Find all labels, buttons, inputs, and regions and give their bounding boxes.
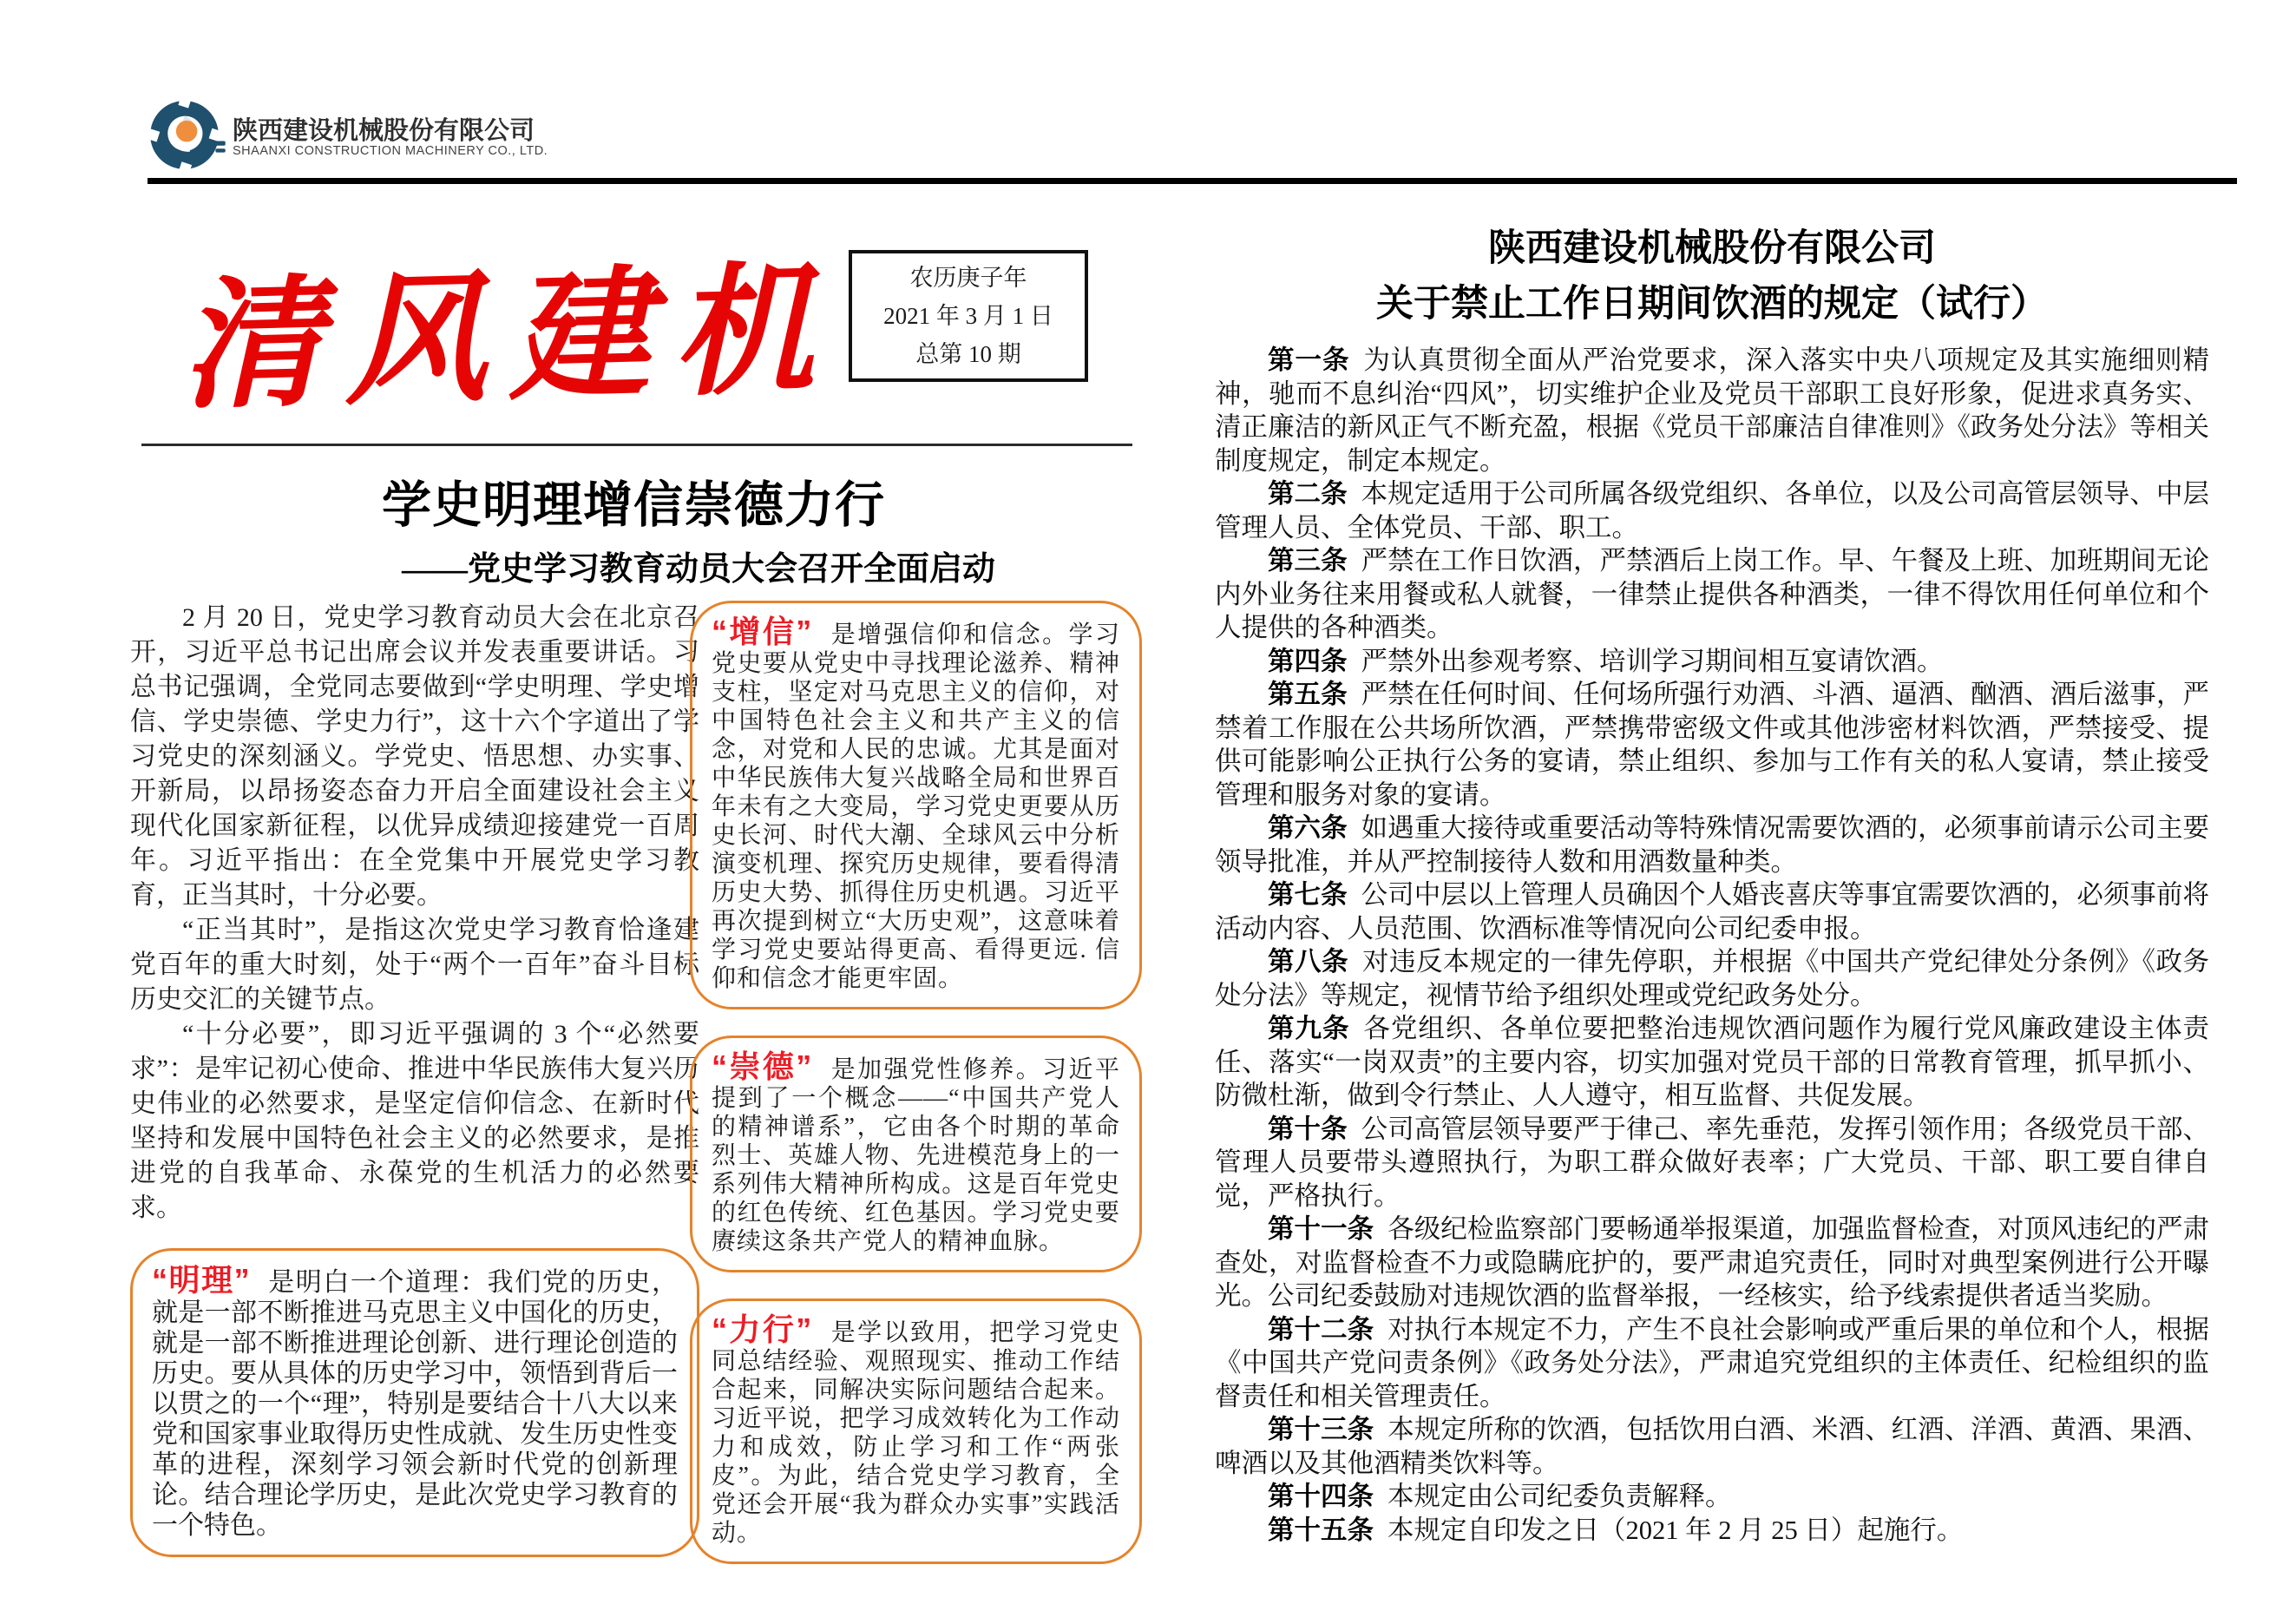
regulation-article-label: 第十五条 xyxy=(1268,1515,1374,1545)
regulation-article-label: 第五条 xyxy=(1268,680,1348,709)
regulation-article xyxy=(1215,1113,2209,1213)
regulation-article xyxy=(1215,1213,2209,1313)
regulation-body xyxy=(1215,344,2209,1547)
regulation-article-label: 第二条 xyxy=(1268,479,1348,509)
regulation-article-text: 为认真贯彻全面从严治党要求，深入落实中央八项规定及其实施细则精神，驰而不息纠治“四风”，切实维护企业及党员干部职工良好形象，促进求真务实、清正廉洁的新风正气不断充盈，根据《党员干部廉洁自律准则》《政务处分法》等相关制度规定，制定本规定。 xyxy=(1215,345,2210,476)
article-column-left xyxy=(130,601,699,1557)
highlight-box-text: 是明白一个道理：我们党的历史，就是一部不断推进马克思主义中国化的历史，就是一部不断推进理论创新、进行理论创造的历史。要从具体的历史学习中，领悟到背后一以贯之的一个“理”，特别是要结合十八大以来党和国家事业取得历史性成就、发生历史性变革的进程，深刻学习领会新时代党的创新理论。结合理论学历史，是此次党史学习教育的一个特色。 xyxy=(152,1268,678,1540)
regulation-article-label: 第十一条 xyxy=(1268,1214,1374,1244)
header-divider xyxy=(148,178,2237,184)
issue-info-box xyxy=(849,250,1088,382)
company-name-cn: 陕西建设机械股份有限公司 xyxy=(233,117,535,145)
regulation-article-label: 第七条 xyxy=(1268,880,1348,910)
regulation-article-text: 对执行本规定不力，产生不良社会影响或严重后果的单位和个人，根据《中国共产党问责条例》《政务处分法》，严肃追究党组织的主体责任、纪检组织的监督责任和相关管理责任。 xyxy=(1215,1314,2210,1411)
regulation-title-company: 陕西建设机械股份有限公司 xyxy=(1488,227,1936,269)
highlight-box-mingli xyxy=(130,1248,699,1557)
issue-number: 总第 10 期 xyxy=(915,341,1021,367)
highlight-box-label: “增信” xyxy=(712,614,813,649)
masthead-title: 清风建机 xyxy=(178,246,839,430)
regulation-article-label: 第八条 xyxy=(1268,947,1348,976)
regulation-article-text: 严禁在工作日饮酒，严禁酒后上岗工作。早、午餐及上班、加班期间无论内外业务往来用餐或私人就餐，一律禁止提供各种酒类，一律不得饮用任何单位和个人提供的各种酒类。 xyxy=(1215,546,2210,642)
highlight-box-zengxin xyxy=(690,601,1142,1009)
highlight-box-lixing xyxy=(690,1299,1142,1564)
regulation-article xyxy=(1215,1313,2209,1414)
masthead-divider xyxy=(141,444,1132,446)
highlight-box-label: “明理” xyxy=(152,1262,250,1298)
regulation-article-text: 对违反本规定的一律先停职，并根据《中国共产党纪律处分条例》《政务处分法》等规定，视情节给予组织处理或党纪政务处分。 xyxy=(1215,947,2210,1010)
highlight-box-text: 是增强信仰和信念。学习党史要从党史中寻找理论滋养、精神支柱，坚定对马克思主义的信仰，对中国特色社会主义和共产主义的信念，对党和人民的忠诚。尤其是面对中华民族伟大复兴战略全局和世界百年未有之大变局，学习党史更要从历史长河、时代大潮、全球风云中分析演变机理、探究历史规律，要看得清历史大势、抓得住历史机遇。习近平再次提到树立“大历史观”，这意味着学习党史要站得更高、看得更远. 信仰和信念才能更牢固。 xyxy=(712,621,1120,992)
regulation-article-text: 公司中层以上管理人员确因个人婚丧喜庆等事宜需要饮酒的，必须事前将活动内容、人员范围、饮酒标准等情况向公司纪委申报。 xyxy=(1215,880,2210,943)
regulation-article xyxy=(1215,878,2209,945)
regulation-article-label: 第十二条 xyxy=(1268,1314,1374,1345)
regulation-article-label: 第十三条 xyxy=(1268,1415,1374,1444)
regulation-article xyxy=(1215,945,2209,1012)
regulation-title-subject: 关于禁止工作日期间饮酒的规定（试行） xyxy=(1376,283,2048,325)
article-subtitle: ——党史学习教育动员大会召开全面启动 xyxy=(401,551,995,588)
regulation-article xyxy=(1215,344,2209,477)
article-title: 学史明理增信崇德力行 xyxy=(382,478,885,533)
regulation-article xyxy=(1215,1514,2209,1548)
regulation-article-text: 如遇重大接待或重要活动等特殊情况需要饮酒的，必须事前请示公司主要领导批准，并从严控制接待人数和用酒数量种类。 xyxy=(1215,813,2210,877)
regulation-article xyxy=(1215,1012,2209,1113)
article-paragraph: “十分必要”，即习近平强调的 3 个“必然要求”：是牢记初心使命、推进中华民族伟大复兴历史伟业的必然要求，是坚定信仰信念、在新时代坚持和发展中国特色社会主义的必然要求，是推进党的自我革命、永葆党的生机活力的必然要求。 xyxy=(130,1020,699,1222)
article-column-right xyxy=(690,601,1142,1564)
highlight-box-label: “力行” xyxy=(712,1312,813,1347)
article-paragraph: 2 月 20 日，党史学习教育动员大会在北京召开，习近平总书记出席会议并发表重要讲话。习总书记强调，全党同志要做到“学史明理、学史增信、学史崇德、学史力行”，这十六个字道出了学习党史的深刻涵义。学党史、悟思想、办实事、开新局，以昂扬姿态奋力开启全面建设社会主义现代化国家新征程，以优异成绩迎接建党一百周年。习近平指出：在全党集中开展党史学习教育，正当其时，十分必要。 xyxy=(130,603,699,910)
regulation-article xyxy=(1215,1480,2209,1514)
regulation-article-text: 公司高管层领导要严于律己、率先垂范，发挥引领作用；各级党员干部、管理人员要带头遵照执行，为职工群众做好表率；广大党员、干部、职工要自律自觉，严格执行。 xyxy=(1215,1114,2210,1211)
regulation-article-text: 本规定适用于公司所属各级党组织、各单位，以及公司高管层领导、中层管理人员、全体党员、干部、职工。 xyxy=(1215,479,2210,542)
company-name-en: SHAANXI CONSTRUCTION MACHINERY CO., LTD. xyxy=(233,144,548,158)
highlight-box-chongde xyxy=(690,1036,1142,1272)
regulation-article-text: 严禁外出参观考察、培训学习期间相互宴请饮酒。 xyxy=(1361,646,1944,676)
highlight-box-label: “崇德” xyxy=(712,1049,813,1084)
regulation-article-text: 各级纪检监察部门要畅通举报渠道，加强监督检查，对顶风违纪的严肃查处，对监督检查不力或隐瞒庇护的，要严肃追究责任，同时对典型案例进行公开曝光。公司纪委鼓励对违规饮酒的监督举报，一经核实，给予线索提供者适当奖励。 xyxy=(1215,1214,2210,1311)
regulation-article-label: 第十条 xyxy=(1268,1114,1348,1144)
regulation-article-text: 本规定由公司纪委负责解释。 xyxy=(1387,1482,1732,1511)
regulation-article-label: 第六条 xyxy=(1268,813,1348,843)
regulation-article xyxy=(1215,678,2209,812)
regulation-article-label: 第九条 xyxy=(1268,1014,1350,1043)
regulation-article xyxy=(1215,1413,2209,1480)
highlight-box-text: 是加强党性修养。习近平提到了一个概念——“中国共产党人的精神谱系”，它由各个时期的革命烈士、英雄人物、先进模范身上的一系列伟大精神所构成。这是百年党史的红色传统、红色基因。学习党史要赓续这条共产党人的精神血脉。 xyxy=(712,1056,1120,1255)
highlight-box-text: 是学以致用，把学习党史同总结经验、观照现实、推动工作结合起来，同解决实际问题结合起来。习近平说，把学习成效转化为工作动力和成效，防止学习和工作“两张皮”。为此，结合党史学习教育，全党还会开展“我为群众办实事”实践活动。 xyxy=(712,1319,1120,1547)
regulation-article-text: 本规定自印发之日（2021 年 2 月 25 日）起施行。 xyxy=(1387,1515,1964,1545)
regulation-article-label: 第三条 xyxy=(1268,546,1348,575)
regulation-article xyxy=(1215,477,2209,544)
regulation-article-text: 严禁在任何时间、任何场所强行劝酒、斗酒、逼酒、酗酒、酒后滋事，严禁着工作服在公共场所饮酒，严禁携带密级文件或其他涉密材料饮酒，严禁接受、提供可能影响公正执行公务的宴请，禁止组织、参加与工作有关的私人宴请，禁止接受管理和服务对象的宴请。 xyxy=(1215,680,2210,810)
regulation-article-text: 各党组织、各单位要把整治违规饮酒问题作为履行党风廉政建设主体责任、落实“一岗双责”的主要内容，切实加强对党员干部的日常教育管理，抓早抓小、防微杜渐，做到令行禁止、人人遵守，相互监督、共促发展。 xyxy=(1215,1014,2210,1110)
issue-date: 2021 年 3 月 1 日 xyxy=(883,303,1053,329)
regulation-article-label: 第一条 xyxy=(1268,345,1350,375)
regulation-article xyxy=(1215,812,2209,878)
regulation-article xyxy=(1215,544,2209,645)
regulation-article-label: 第四条 xyxy=(1268,646,1348,676)
regulation-article-label: 第十四条 xyxy=(1268,1482,1374,1511)
company-logo-icon xyxy=(149,95,226,181)
regulation-article xyxy=(1215,645,2209,679)
regulation-article-text: 本规定所称的饮酒，包括饮用白酒、米酒、红酒、洋酒、黄酒、果酒、啤酒以及其他酒精类饮料等。 xyxy=(1215,1415,2210,1478)
issue-lunar-year: 农历庚子年 xyxy=(909,265,1027,291)
article-paragraph: “正当其时”，是指这次党史学习教育恰逢建党百年的重大时刻，处于“两个一百年”奋斗目标历史交汇的关键节点。 xyxy=(130,916,699,1014)
